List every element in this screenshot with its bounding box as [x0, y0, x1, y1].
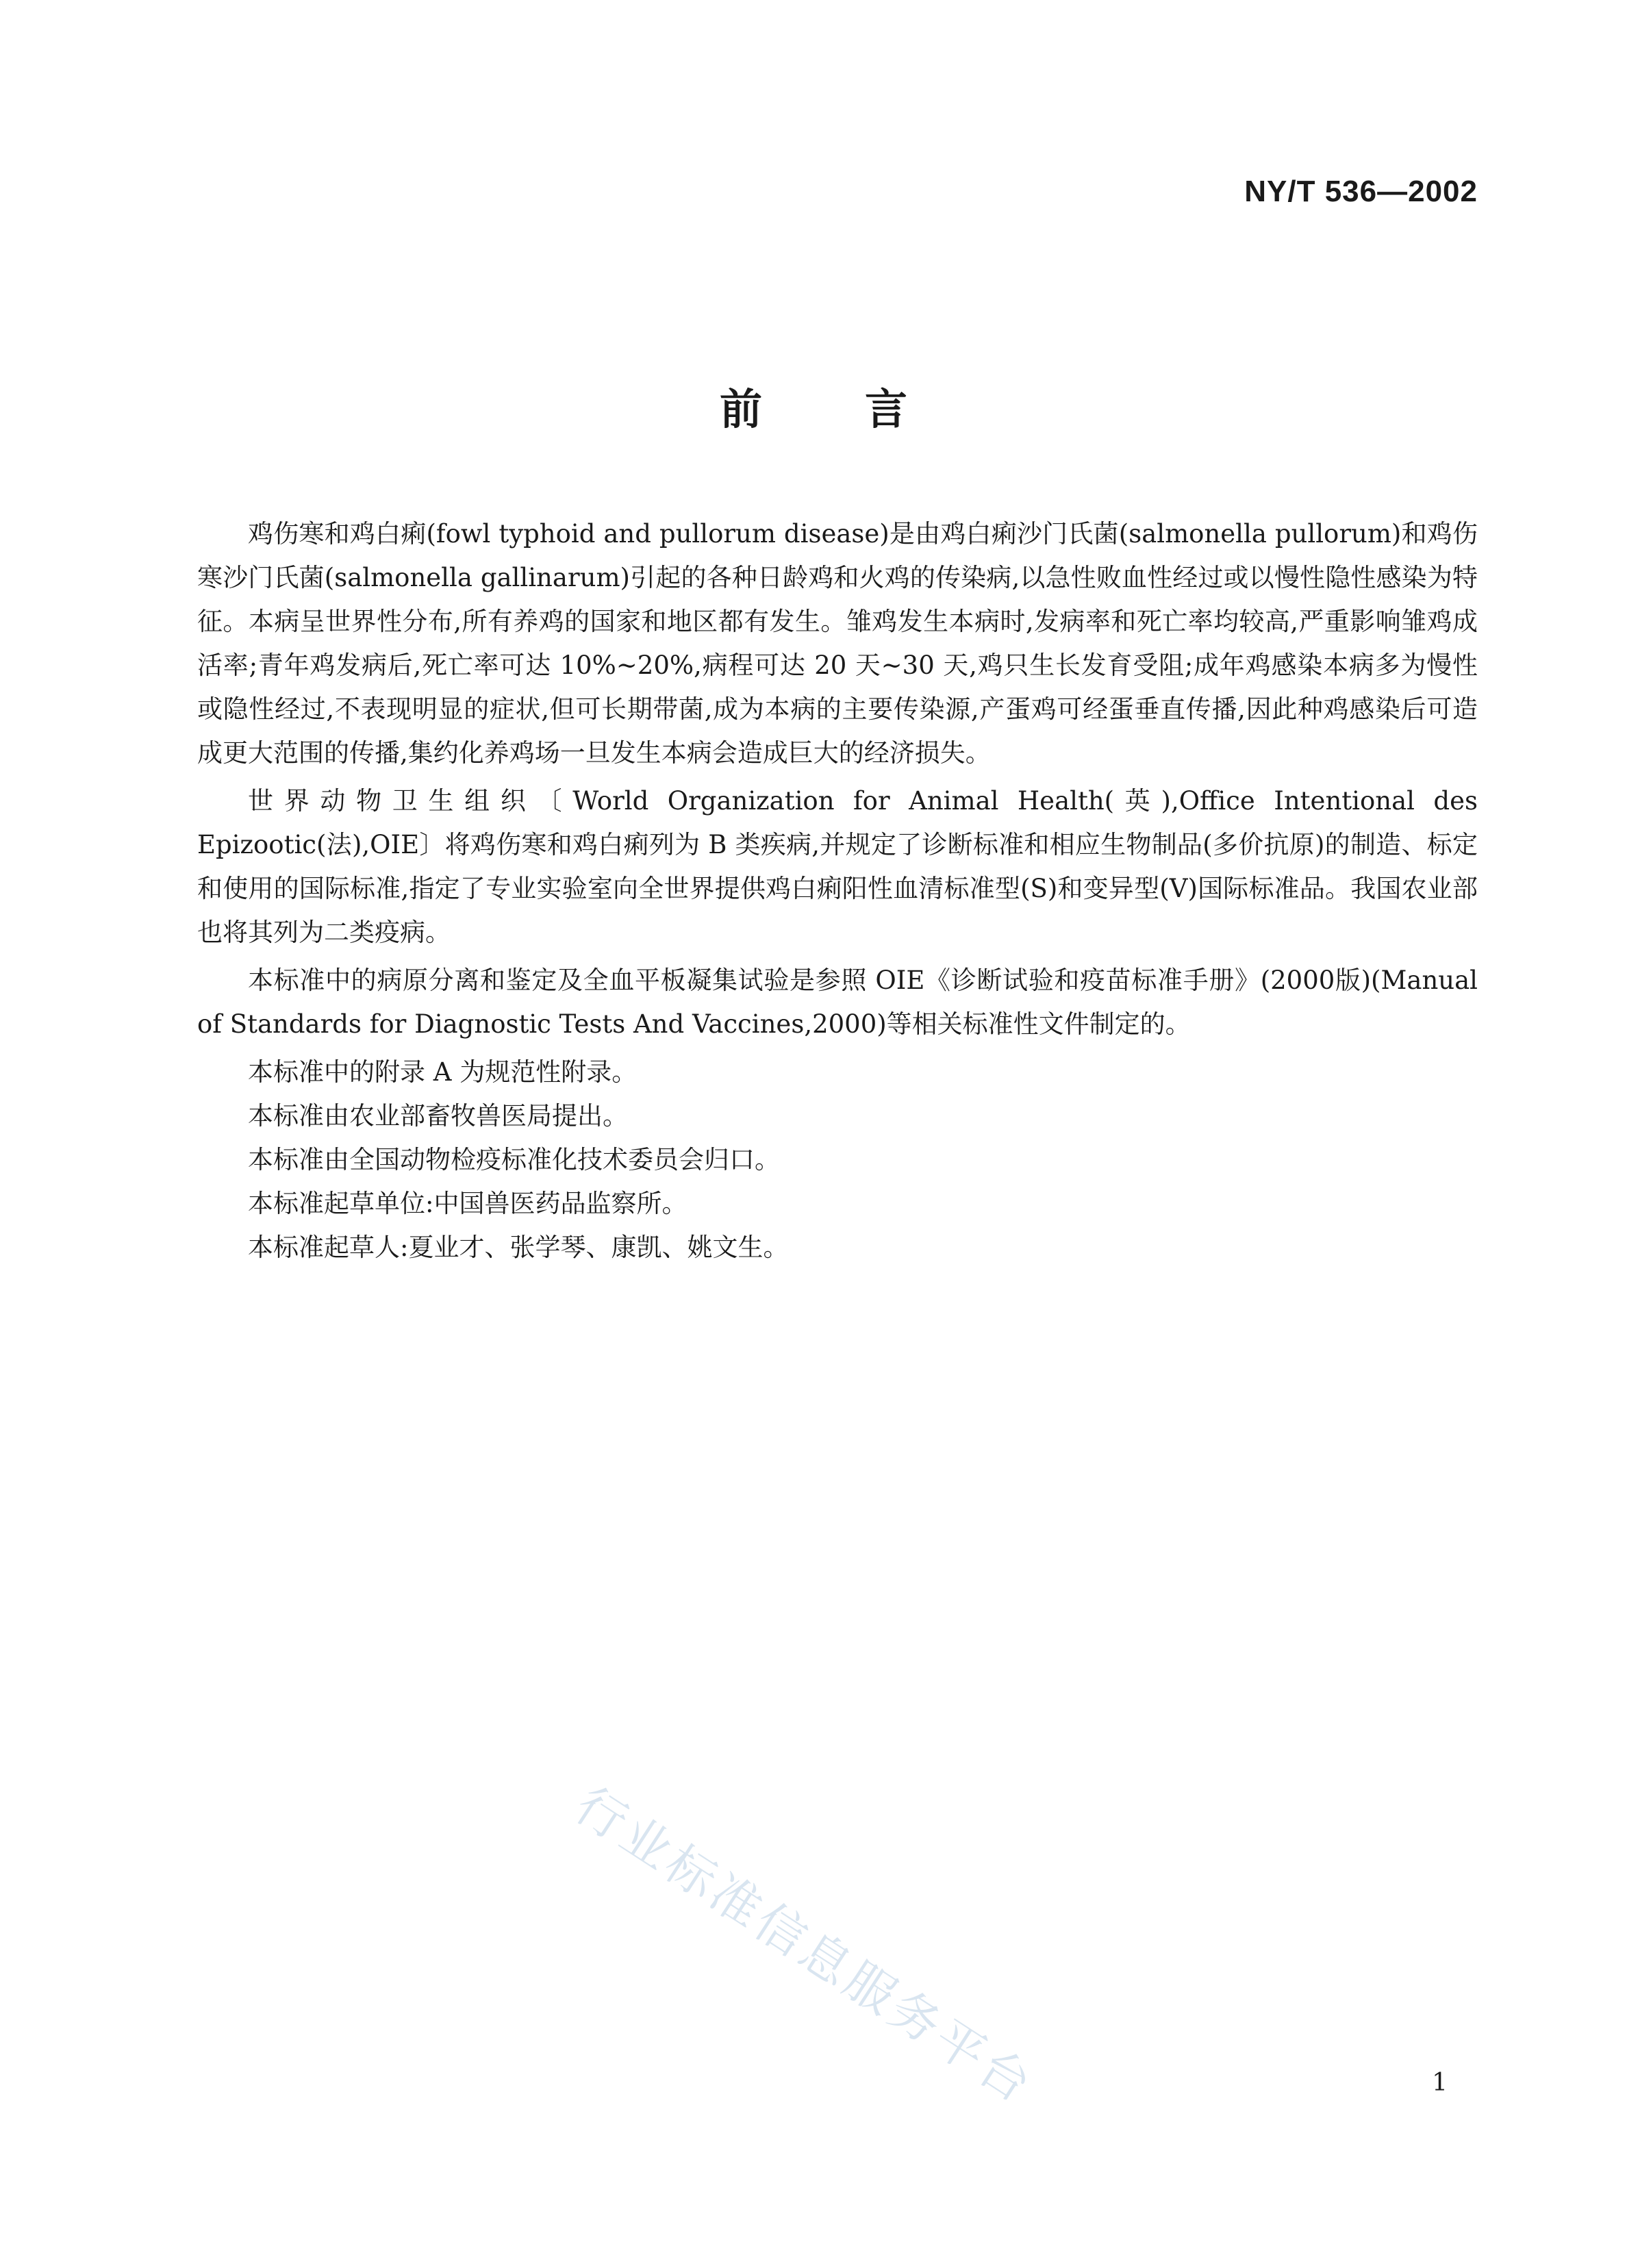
- paragraph-oie-classification: 世界动物卫生组织〔World Organization for Animal Health(英),Office Intentional des Epizootic(法),OIE〕将鸡伤寒和鸡白痢列为 B 类疾病,并规定了诊断标准和相应生物制品(多价抗原)的制造、标定和使用的国际标准,指定了专业实验室向全世界提供鸡白痢阳性血清标准型(S)和变异型(V)国际标准品。我国农业部也将其列为二类疫病。: [197, 786, 1478, 947]
- paragraph-administered-by: 本标准由全国动物检疫标准化技术委员会归口。: [248, 1145, 780, 1174]
- standard-number: NY/T 536—2002: [1244, 175, 1478, 208]
- foreword-body: [197, 512, 1478, 1270]
- watermark: 行业标准信息服务平台: [565, 1776, 1045, 2115]
- paragraph-reference-basis: 本标准中的病原分离和鉴定及全血平板凝集试验是参照 OIE《诊断试验和疫苗标准手册》(2000版)(Manual of Standards for Diagnostic Tests And Vaccines,2000)等相关标准性文件制定的。: [197, 966, 1478, 1039]
- page-title: 前言: [719, 384, 1010, 434]
- paragraph-drafting-unit: 本标准起草单位:中国兽医药品监察所。: [248, 1189, 688, 1218]
- paragraph-disease-overview: 鸡伤寒和鸡白痢(fowl typhoid and pullorum disease)是由鸡白痢沙门氏菌(salmonella pullorum)和鸡伤寒沙门氏菌(salmonella gallinarum)引起的各种日龄鸡和火鸡的传染病,以急性败血性经过或以慢性隐性感染为特征。本病呈世界性分布,所有养鸡的国家和地区都有发生。雏鸡发生本病时,发病率和死亡率均较高,严重影响雏鸡成活率;青年鸡发病后,死亡率可达 10%~20%,病程可达 20 天~30 天,鸡只生长发育受阻;成年鸡感染本病多为慢性或隐性经过,不表现明显的症状,但可长期带菌,成为本病的主要传染源,产蛋鸡可经蛋垂直传播,因此种鸡感染后可造成更大范围的传播,集约化养鸡场一旦发生本病会造成巨大的经济损失。: [197, 519, 1478, 768]
- paragraph-drafters: 本标准起草人:夏业才、张学琴、康凯、姚文生。: [248, 1233, 789, 1262]
- paragraph-proposed-by: 本标准由农业部畜牧兽医局提出。: [248, 1101, 628, 1131]
- paragraph-appendix-note: 本标准中的附录 A 为规范性附录。: [248, 1057, 638, 1087]
- page-number: 1: [1432, 2069, 1448, 2097]
